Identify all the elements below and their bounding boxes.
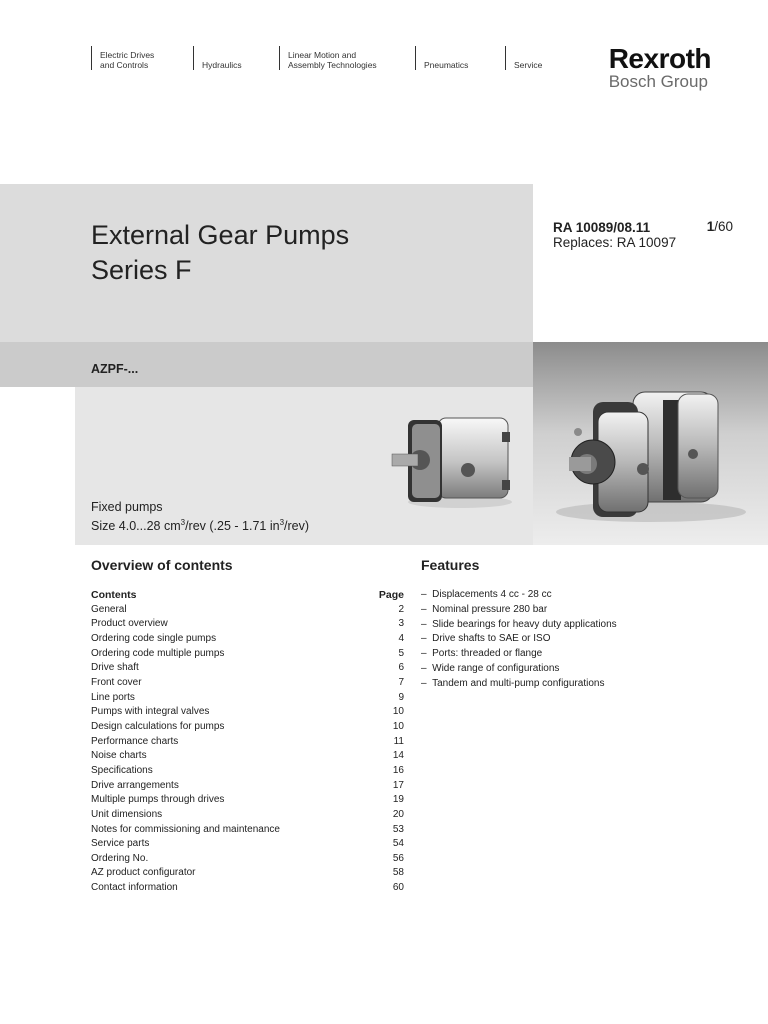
toc-header-page: Page [378, 589, 404, 601]
toc-row-label: AZ product configurator [91, 867, 196, 879]
feature-item: – Wide range of configurations [421, 662, 617, 677]
toc-row-page: 60 [392, 882, 404, 894]
toc-row-label: Drive shaft [91, 662, 139, 674]
nav-item-linear-motion: Linear Motion and Assembly Technologies [279, 46, 377, 70]
toc-row-label: Specifications [91, 764, 153, 776]
toc-row-page: 2 [398, 603, 404, 615]
toc-row-page: 9 [398, 691, 404, 703]
feature-item: – Tandem and multi-pump configurations [421, 677, 617, 692]
toc-row-label: Ordering No. [91, 852, 149, 864]
feature-item: – Slide bearings for heavy duty applications [421, 618, 617, 633]
nav-item-electric-drives: Electric Drives and Controls [91, 46, 154, 70]
features-list [421, 588, 617, 692]
page-total: /60 [714, 219, 733, 234]
brand-group: Bosch Group [608, 72, 708, 91]
toc-row-page: 4 [398, 632, 404, 644]
nav-item-hydraulics: Hydraulics [193, 46, 242, 70]
toc-row-label: Design calculations for pumps [91, 720, 225, 732]
tandem-pump-photo [533, 342, 768, 545]
toc-row-label: Service parts [91, 838, 150, 850]
toc-row [91, 866, 404, 881]
toc-row-page: 17 [392, 779, 404, 791]
toc-row [91, 881, 404, 896]
brand-logo [609, 44, 711, 92]
document-title [91, 218, 349, 288]
toc-row [91, 749, 404, 764]
overview-heading: Overview of contents [91, 557, 233, 573]
toc-row-page: 11 [393, 735, 404, 747]
toc-row [91, 837, 404, 852]
toc-row-label: Unit dimensions [91, 808, 163, 820]
page-indicator [707, 219, 733, 234]
toc-row-page: 10 [392, 706, 404, 718]
toc-row-page: 6 [398, 662, 404, 674]
feature-item: – Nominal pressure 280 bar [421, 603, 617, 618]
pump-description [91, 500, 309, 534]
toc-row-page: 10 [392, 720, 404, 732]
toc-row-page: 19 [392, 794, 404, 806]
toc-row-label: Product overview [91, 618, 168, 630]
toc-row [91, 823, 404, 838]
series-band [0, 342, 533, 387]
tandem-pump-image [533, 342, 768, 545]
toc-row [91, 720, 404, 735]
toc-header-contents: Contents [91, 589, 137, 601]
toc-row-page: 3 [398, 618, 404, 630]
feature-item: – Ports: threaded or flange [421, 647, 617, 662]
replaces-note: Replaces: RA 10097 [553, 235, 677, 250]
toc-row-page: 16 [392, 764, 404, 776]
toc-row-label: Ordering code single pumps [91, 632, 217, 644]
title-line-2: Series F [91, 255, 192, 285]
toc-row [91, 632, 404, 647]
nav-item-pneumatics: Pneumatics [415, 46, 468, 70]
pump-type: Fixed pumps [91, 500, 163, 514]
toc-row-label: Ordering code multiple pumps [91, 647, 225, 659]
toc-row-label: Pumps with integral valves [91, 706, 210, 718]
toc-row-page: 53 [392, 823, 404, 835]
toc-row [91, 764, 404, 779]
toc-row-label: Notes for commissioning and maintenance [91, 823, 280, 835]
title-line-1: External Gear Pumps [91, 220, 350, 250]
toc-row-page: 14 [392, 750, 404, 762]
toc-row [91, 735, 404, 750]
toc-row-label: Performance charts [91, 735, 179, 747]
toc-row [91, 676, 404, 691]
toc-row [91, 617, 404, 632]
toc-row-page: 20 [392, 808, 404, 820]
toc-row-page: 7 [398, 676, 404, 688]
toc-row [91, 808, 404, 823]
document-number: RA 10089/08.11 [553, 220, 651, 235]
toc-row-page: 54 [392, 838, 404, 850]
toc-row-page: 5 [398, 647, 404, 659]
toc-row [91, 779, 404, 794]
toc-row-label: General [91, 603, 127, 615]
features-heading: Features [421, 557, 480, 573]
nav-item-service: Service [505, 46, 542, 70]
toc-row-label: Front cover [91, 676, 142, 688]
brand-name: Rexroth [608, 43, 711, 74]
toc-row-label: Noise charts [91, 750, 147, 762]
toc-row [91, 793, 404, 808]
toc-row [91, 603, 404, 618]
toc-row [91, 647, 404, 662]
toc-header [91, 588, 404, 603]
toc-row [91, 852, 404, 867]
toc-row-label: Drive arrangements [91, 779, 179, 791]
toc-row-label: Contact information [91, 882, 178, 894]
toc-row-label: Line ports [91, 691, 135, 703]
table-of-contents [91, 588, 404, 896]
toc-row [91, 705, 404, 720]
feature-item: – Displacements 4 cc - 28 cc [421, 588, 617, 603]
toc-row [91, 661, 404, 676]
single-pump-image [390, 410, 515, 510]
toc-row-label: Multiple pumps through drives [91, 794, 225, 806]
pump-size: Size 4.0...28 $cm^3$/rev (.25 - 1.71 $in^3/rev$) [91, 518, 310, 534]
toc-row-page: 58 [392, 867, 404, 879]
toc-row-page: 56 [392, 852, 404, 864]
toc-row [91, 691, 404, 706]
page-current: 1 [706, 219, 715, 234]
series-code: AZPF-... [91, 362, 139, 376]
feature-item: – Drive shafts to SAE or ISO [421, 632, 617, 647]
